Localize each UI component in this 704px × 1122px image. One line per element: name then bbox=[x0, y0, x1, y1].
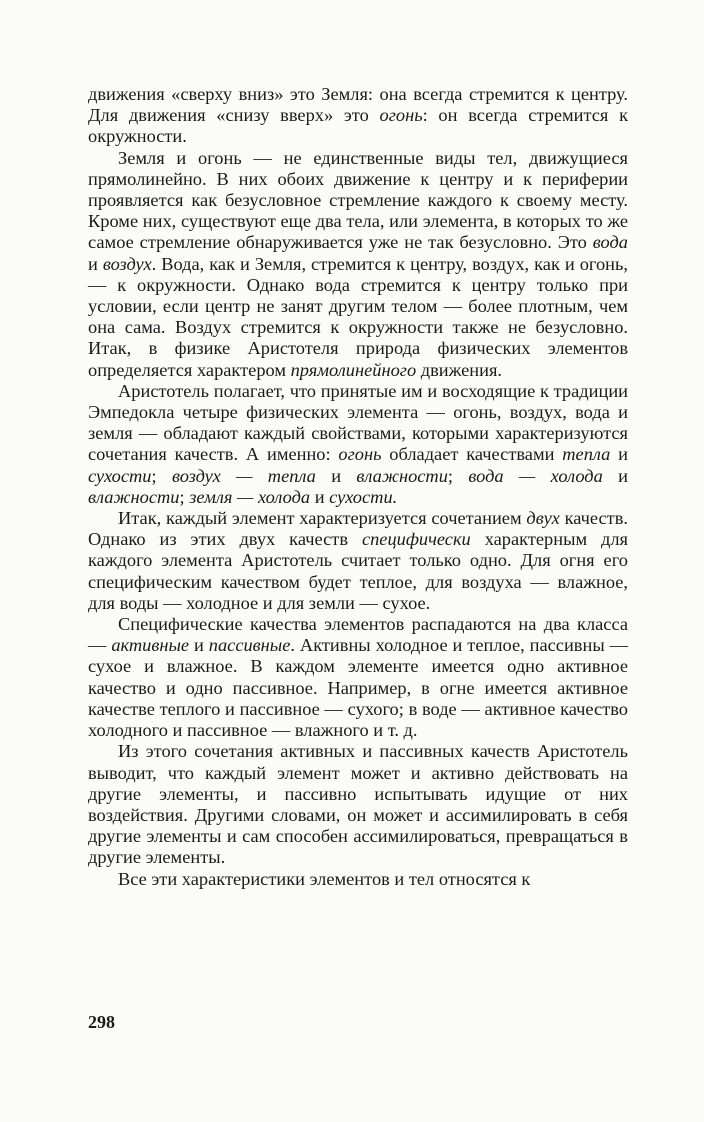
text-run: Итак, каждый элемент характеризуется сочетанием bbox=[118, 508, 527, 529]
italic-run: активные bbox=[111, 635, 190, 656]
italic-run: влажности bbox=[356, 465, 448, 486]
text-run: Из этого сочетания активных и пассивных качеств Аристотель выводит, что каждый элемент может и активно действовать на другие элементы, и пассивно испытывать идущие от них воздействия. Другими словами, он может и ассимилировать в себя другие элементы и сам способен ассимилироваться, превращаться в другие элементы. bbox=[88, 741, 628, 868]
italic-run: двух bbox=[526, 508, 560, 529]
paragraph bbox=[88, 508, 628, 614]
text-run: Специфические качества элементов распадаются на два класса — bbox=[88, 614, 628, 656]
italic-run: влажности bbox=[88, 486, 180, 507]
text-run: ; bbox=[151, 465, 172, 486]
italic-run: прямолинейного bbox=[290, 359, 417, 380]
body-text bbox=[88, 84, 628, 890]
italic-run: огонь bbox=[338, 444, 382, 465]
italic-run: воздух — тепла bbox=[171, 465, 316, 486]
paragraph bbox=[88, 381, 628, 508]
italic-run: огонь bbox=[379, 105, 423, 126]
text-run: обладает качествами bbox=[381, 444, 563, 465]
text-run: : он всегда стремится к окружности. bbox=[88, 105, 629, 147]
italic-run: воздух bbox=[102, 253, 152, 274]
text-run: движения «сверху вниз» это Земля: она всегда стремится к центру. Для движения «снизу вверх» это bbox=[88, 84, 628, 126]
paragraph bbox=[88, 869, 628, 890]
text-run: и bbox=[610, 444, 628, 465]
paragraph bbox=[88, 148, 628, 381]
italic-run: вода bbox=[592, 232, 628, 253]
text-run: Аристотель полагает, что принятые им и восходящие к традиции Эмпедокла четыре физических элемента — огонь, воздух, вода и земля — обладают каждый свойствами, которыми характеризуются сочетания качеств. А именно: bbox=[88, 380, 628, 465]
italic-run: пассивные bbox=[208, 635, 291, 656]
italic-run: земля — холода bbox=[189, 486, 311, 507]
text-run: и bbox=[602, 465, 628, 486]
text-run: Все эти характеристики элементов и тел относятся к bbox=[118, 868, 531, 889]
italic-run: сухости bbox=[88, 465, 152, 486]
paragraph bbox=[88, 614, 628, 741]
paragraph bbox=[88, 741, 628, 868]
text-run: и bbox=[189, 635, 209, 656]
italic-run: специфически bbox=[361, 529, 471, 550]
paragraph bbox=[88, 84, 628, 148]
text-run: ; bbox=[179, 486, 190, 507]
text-run: и bbox=[315, 465, 357, 486]
italic-run: вода — холода bbox=[468, 465, 603, 486]
text-run: движения. bbox=[416, 359, 503, 380]
page-number: 298 bbox=[88, 1012, 115, 1032]
text-run: качеств. Однако из этих двух качеств bbox=[88, 508, 628, 550]
text-run: характерным для каждого элемента Аристотель считает только одно. Для огня его специфическим качеством будет теплое, для воздуха — влажное, для воды — холодное и для земли — сухое. bbox=[88, 529, 629, 613]
text-run: . Активны холодное и теплое, пассивны — сухое и влажное. В каждом элементе имеется одно активное качество и одно пассивное. Например, в огне имеется активное качестве теплого и пассивное — сухого; в воде — активное качество холодного и пассивное — влажного и т. д. bbox=[88, 635, 628, 741]
italic-run: тепла bbox=[562, 444, 611, 465]
text-run: . Вода, как и Земля, стремится к центру, воздух, как и огонь,— к окружности. Однако вода стремится к центру только при условии, если центр не занят другим телом — более плотным, чем она сама. Воздух стремится к окружности также не безусловно. Итак, в физике Аристотеля природа физических элементов определяется характером bbox=[88, 253, 628, 380]
text-run: Земля и огонь — не единственные виды тел, движущиеся прямолинейно. В них обоих движение к центру и к периферии проявляется как безусловное стремление каждого к своему месту. Кроме них, существуют еще два тела, или элемента, в которых то же самое стремление обнаруживается уже не так безусловно. Это bbox=[88, 147, 628, 253]
italic-run: сухости. bbox=[329, 486, 398, 507]
text-run: и bbox=[88, 253, 103, 274]
text-run: и bbox=[310, 486, 330, 507]
text-run: ; bbox=[447, 465, 469, 486]
